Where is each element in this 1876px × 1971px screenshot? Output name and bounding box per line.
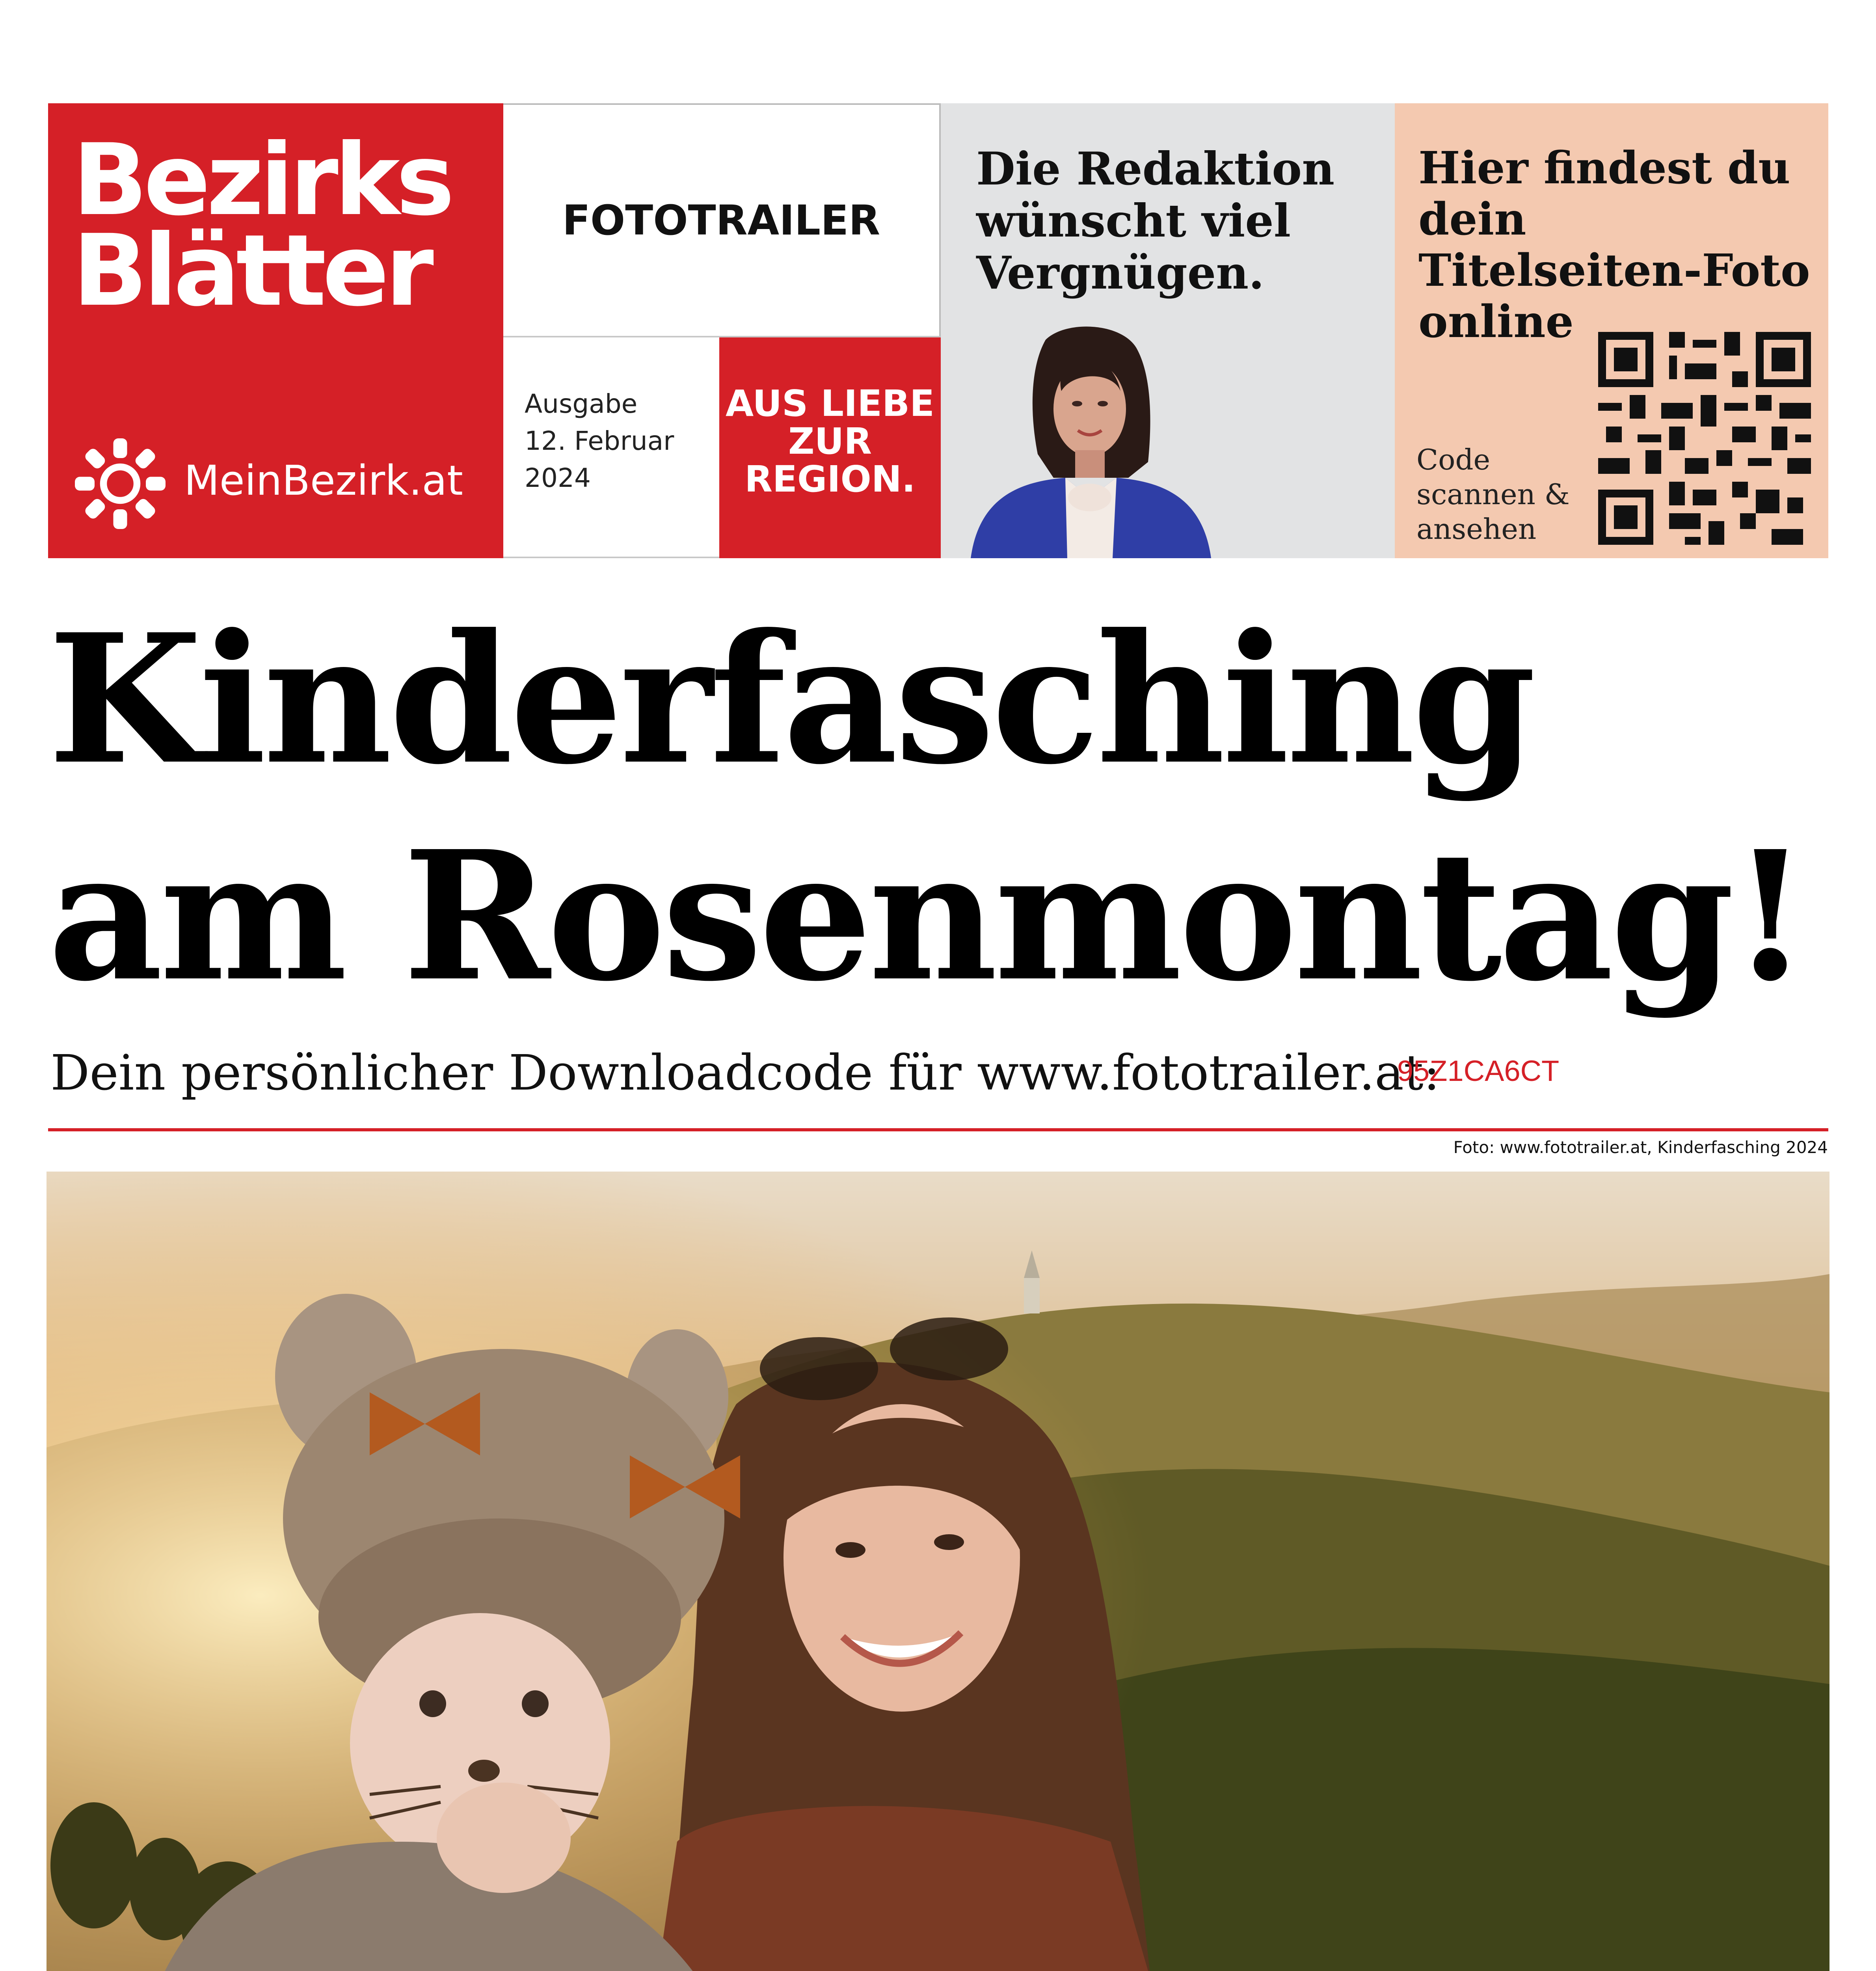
- code-hint: Code scannen & ansehen: [1416, 443, 1570, 546]
- headline-line1: Kinderfasching: [48, 595, 1533, 804]
- online-text: Hier findest du dein Titelseiten-Foto online: [1418, 142, 1810, 348]
- headline: [48, 591, 1822, 1025]
- main-photo: [47, 1172, 1829, 1971]
- divider: [48, 1128, 1828, 1131]
- redaktion-cell: [941, 103, 1395, 558]
- download-code: 95Z1CA6CT: [1397, 1054, 1560, 1087]
- meinbezirk-label: MeinBezirk.at: [184, 456, 463, 505]
- section-cell: [503, 103, 941, 337]
- editor-portrait: [947, 312, 1229, 558]
- download-text: Dein persönlicher Downloadcode für www.fototrailer.at:: [50, 1045, 1440, 1101]
- redaktion-text: Die Redaktion wünscht viel Vergnügen.: [976, 142, 1335, 299]
- edition-year: 2024: [525, 463, 591, 493]
- edition-label: Ausgabe: [525, 389, 638, 419]
- meinbezirk-sun-icon: [71, 434, 169, 533]
- logo-line2: Blätter: [73, 213, 430, 328]
- section-label: FOTOTRAILER: [562, 196, 880, 244]
- photo-credit: Foto: www.fototrailer.at, Kinderfasching 2024: [1453, 1138, 1828, 1157]
- edition-date: 12. Februar: [525, 426, 674, 456]
- slogan-text: AUS LIEBE ZUR REGION.: [725, 382, 935, 500]
- edition-cell: [503, 337, 719, 558]
- slogan-cell: [719, 337, 941, 558]
- headline-line2: am Rosenmontag!: [48, 812, 1806, 1021]
- logo-line1: Bezirks: [73, 123, 451, 237]
- bezirksblaetter-logo[interactable]: [48, 103, 503, 558]
- online-cell: [1395, 103, 1828, 558]
- qr-code-icon[interactable]: [1598, 332, 1811, 545]
